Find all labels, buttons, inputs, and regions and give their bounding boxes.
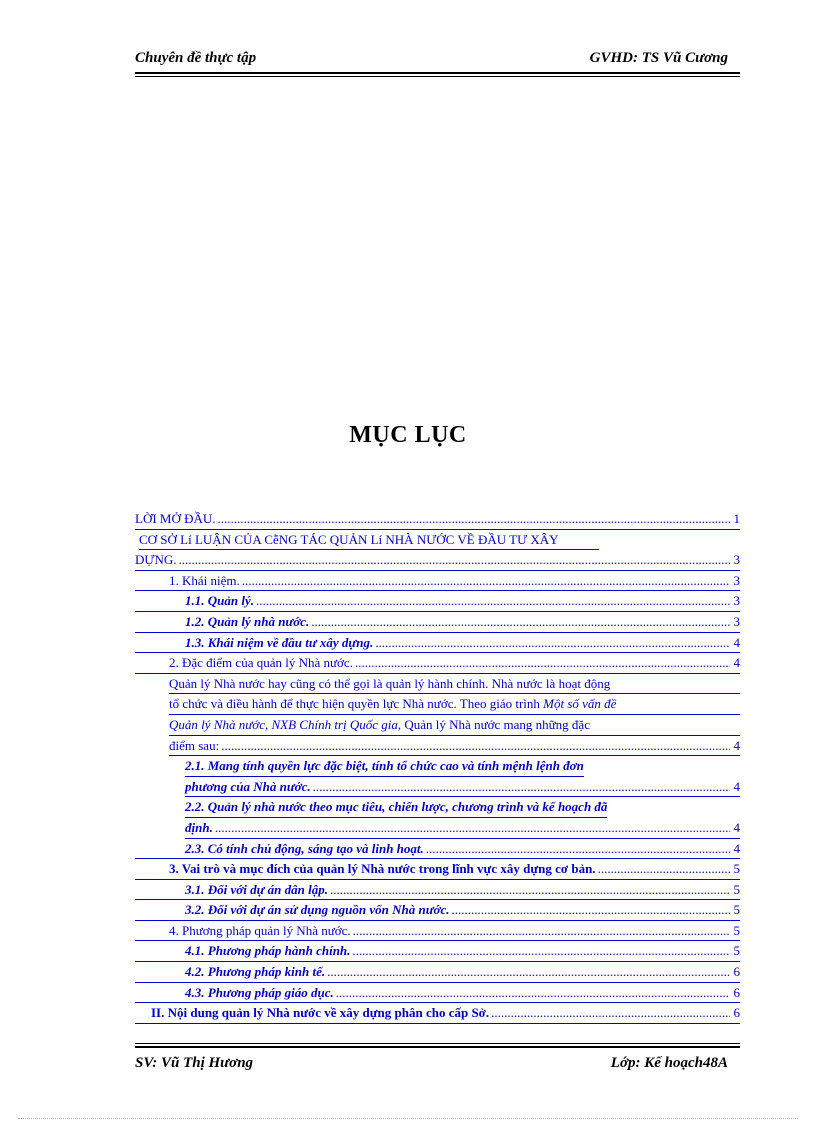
toc-entry-co-so-li-luan-cont[interactable]: DỰNG. ..... 3 (135, 550, 740, 571)
footer-rule (135, 1043, 740, 1048)
toc-entry-1[interactable]: 1. Khái niệm. ..... 3 (135, 571, 740, 592)
toc-entry-2[interactable]: 2. Đặc điểm của quản lý Nhà nước. ..... 4 (135, 653, 740, 674)
toc-entry-2-intro[interactable]: Quản lý Nhà nước hay cũng có thể gọi là quản lý hành chính. Nhà nước là hoạt động tổ chức và điều hành để thực hiện quyền lực Nhà nước. Theo giáo trình Một số vấn đề Quản lý Nhà nước, NXB Chính trị Quốc gia, Quản lý Nhà nước mang những đặc điểm sau: ..... 4 (135, 674, 740, 756)
header-rule (135, 72, 740, 77)
toc-entry-3[interactable]: 3. Vai trò và mục đích của quản lý Nhà nước trong lĩnh vực xây dựng cơ bản. ..... 5 (135, 859, 740, 880)
page-header (135, 50, 740, 72)
toc-entry-1-1[interactable]: 1.1. Quản lý. ..... 3 (135, 591, 740, 612)
header-advisor: GVHD: TS Vũ Cương (589, 50, 728, 66)
page-footer (135, 1055, 740, 1077)
footer-class: Lớp: Kế hoạch48A (610, 1055, 728, 1071)
toc-entry-3-1[interactable]: 3.1. Đối với dự án dân lập. ..... 5 (135, 880, 740, 901)
header-topic: Chuyên đề thực tập (135, 50, 257, 66)
table-of-contents (135, 509, 740, 1024)
toc-entry-1-2[interactable]: 1.2. Quản lý nhà nước. ..... 3 (135, 612, 740, 633)
footer-student: SV: Vũ Thị Hương (135, 1055, 254, 1071)
toc-entry-2-2[interactable]: 2.2. Quản lý nhà nước theo mục tiêu, chiến lược, chương trình và kế hoạch đã định. ..... 4 (135, 797, 740, 838)
toc-entry-4[interactable]: 4. Phương pháp quản lý Nhà nước. ..... 5 (135, 921, 740, 942)
toc-entry-ii[interactable]: II. Nội dung quản lý Nhà nước về xây dựng phân cho cấp Sở. ..... 6 (135, 1003, 740, 1024)
page-edge (18, 1118, 798, 1119)
toc-entry-4-3[interactable]: 4.3. Phương pháp giáo dục. ..... 6 (135, 983, 740, 1004)
toc-entry-2-1[interactable]: 2.1. Mang tính quyền lực đặc biệt, tính tổ chức cao và tính mệnh lệnh đơn phương của Nhà nước. ..... 4 (135, 756, 740, 797)
toc-entry-4-2[interactable]: 4.2. Phương pháp kinh tế. ..... 6 (135, 962, 740, 983)
toc-entry-co-so-li-luan[interactable]: CƠ SỞ Lí LUẬN CỦA CễNG TÁC QUẢN Lí NHÀ NƯỚC VỀ ĐẦU TƯ XÂY (135, 530, 740, 551)
toc-entry-loi-mo-dau[interactable]: LỜI MỞ ĐẦU. ..... 1 (135, 509, 740, 530)
toc-entry-4-1[interactable]: 4.1. Phương pháp hành chính. ..... 5 (135, 941, 740, 962)
toc-title: MỤC LỤC (349, 422, 467, 448)
toc-entry-1-3[interactable]: 1.3. Khái niệm về đầu tư xây dựng. ..... 4 (135, 633, 740, 654)
toc-entry-2-3[interactable]: 2.3. Có tính chủ động, sáng tạo và linh hoạt. ..... 4 (135, 839, 740, 860)
toc-entry-3-2[interactable]: 3.2. Đối với dự án sử dụng nguồn vốn Nhà nước. ..... 5 (135, 900, 740, 921)
